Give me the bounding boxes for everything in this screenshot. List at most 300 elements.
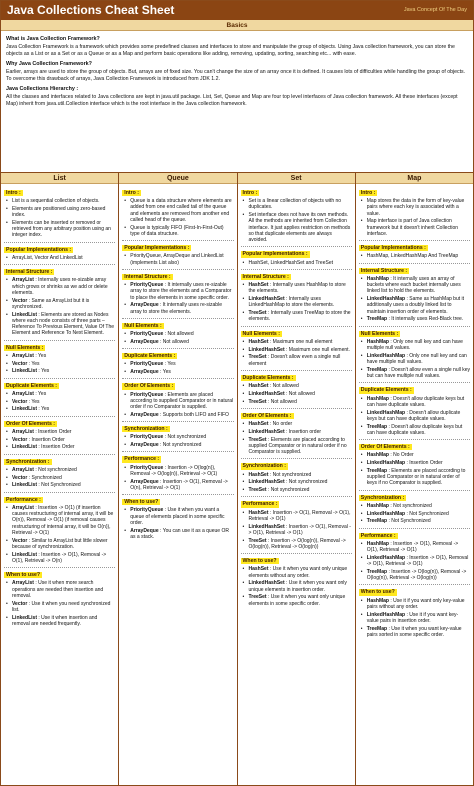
- info-section: [359, 268, 470, 323]
- list-item: [361, 468, 470, 487]
- item-key: ArrayList: [12, 352, 34, 359]
- item-key: PriorityQueue: [130, 464, 164, 471]
- item-key: HashMap: [366, 452, 389, 459]
- list-item: [243, 472, 352, 478]
- item-value: : Only one null key and can have multiple null values.: [366, 352, 467, 366]
- list-item: [6, 361, 115, 367]
- section-label: Intro :: [242, 190, 258, 196]
- item-value: : Insertion -> O(1), Removal -> O(n), Retrieval -> O(1): [130, 478, 228, 491]
- item-key: TreeSet: [248, 436, 267, 443]
- item-value: : Insertion -> O(log(n)), Removal -> O(log(n)), Retrieval -> O(1): [130, 464, 218, 477]
- section-label: Null Elements :: [242, 330, 280, 337]
- item-key: TreeMap: [366, 568, 388, 575]
- item-value: : Not synchronized: [35, 466, 77, 473]
- list-item: [124, 392, 233, 411]
- item-value: : Similar to ArrayList but little slower because of synchronization.: [12, 537, 108, 550]
- item-value: : It internally uses re-sizable array to store the elements and a Comparator to place the elements in some specific order.: [130, 282, 232, 301]
- item-value: : Maximum one null element: [269, 338, 333, 345]
- section-label: Null Elements :: [360, 330, 399, 337]
- bullet-list: [4, 255, 115, 261]
- list-item: [361, 339, 470, 352]
- section-label: Internal Structure :: [6, 269, 53, 276]
- item-value: : It internally uses an array of buckets where each bucket internally uses linked list to hold the elements.: [366, 275, 461, 295]
- item-key: ArrayDeque: [130, 338, 159, 345]
- page-title: Java Collections Cheat Sheet: [7, 3, 175, 18]
- info-section: [241, 251, 352, 265]
- section-divider: [122, 494, 233, 495]
- section-divider: [122, 269, 233, 270]
- section-divider: [4, 416, 115, 417]
- info-section: [122, 245, 233, 266]
- info-section: [241, 375, 352, 405]
- item-value: : Not allowed: [286, 390, 315, 397]
- bullet-list: [241, 421, 352, 455]
- item-key: LinkedHashSet: [248, 390, 285, 397]
- list-item: [6, 437, 115, 443]
- bullet-list: [122, 507, 233, 540]
- section-divider: [359, 263, 470, 264]
- list-item: [6, 482, 115, 488]
- info-section: [4, 269, 115, 336]
- item-value: : Maximum one null element.: [286, 346, 350, 353]
- item-key: TreeSet: [248, 310, 267, 317]
- section-label: When to use?: [124, 499, 159, 506]
- bullet-list: [359, 198, 470, 237]
- section-label: Order Of Elements :: [124, 383, 174, 390]
- item-value: : Doesn't allow duplicate keys but can have duplicate values.: [366, 409, 461, 422]
- item-value: : Not synchronized: [160, 442, 202, 449]
- item-key: TreeMap: [366, 366, 388, 373]
- item-key: LinkedList: [12, 614, 38, 621]
- item-value: PriorityQueue, ArrayDeque and LinkedList (implements List also): [130, 253, 224, 266]
- info-section: [4, 497, 115, 564]
- bullet-list: [122, 331, 233, 345]
- list-item: [243, 260, 352, 266]
- item-value: : Insertion -> O(1), Removal -> O(1), Retrieval -> O(1): [248, 523, 351, 536]
- info-section: [359, 589, 470, 638]
- column-heading: Map: [356, 173, 473, 184]
- item-value: : Not synchronized: [267, 487, 310, 494]
- bullet-list: [122, 361, 233, 375]
- section-label: Synchronization :: [124, 426, 168, 433]
- bullet-list: [241, 339, 352, 367]
- bullet-list: [359, 396, 470, 437]
- item-key: HashMap: [366, 338, 389, 345]
- section-divider: [122, 421, 233, 422]
- item-key: TreeMap: [366, 423, 388, 430]
- item-value: : Doesn't allow even a single null element: [248, 354, 341, 367]
- section-label: Synchronization :: [242, 463, 287, 470]
- section-label: Synchronization :: [360, 494, 405, 501]
- info-section: [122, 353, 233, 375]
- list-item: [6, 206, 115, 219]
- section-label: When to use?: [360, 589, 395, 596]
- collections-grid: [1, 172, 473, 785]
- item-key: LinkedList: [12, 482, 38, 489]
- basics-paragraph: Java Collection Framework is a framework which provides some predefined classes and interfaces to store and manipulate the group of objects. Using Java collection framework, you can store the objects as a List or as a Set or as a Queue or as a Map and perform basic operations like adding, removing, updating, sorting, searching etc... with ease.: [6, 44, 455, 58]
- info-section: [241, 463, 352, 493]
- section-label: Intro :: [124, 190, 139, 196]
- list-item: [361, 353, 470, 366]
- list-item: [361, 518, 470, 524]
- list-item: [6, 467, 115, 473]
- item-value: : Doesn't allow duplicate keys but can have duplicate values.: [366, 423, 463, 436]
- bullet-list: [122, 465, 233, 492]
- list-item: [6, 406, 115, 412]
- list-item: [361, 452, 470, 458]
- item-value: : Insertion -> O(log(n)), Removal -> O(log(n)), Retrieval -> O(log(n)): [248, 537, 346, 550]
- section-divider: [241, 326, 352, 327]
- item-value: : It internally uses re-sizable array to store the elements.: [130, 302, 222, 315]
- list-item: [6, 429, 115, 435]
- section-label: Intro :: [360, 190, 376, 196]
- bullet-list: [4, 277, 115, 336]
- column-map: [356, 173, 473, 785]
- list-item: [6, 255, 115, 261]
- bullet-list: [241, 566, 352, 607]
- list-item: [243, 524, 352, 537]
- info-section: [359, 245, 470, 259]
- info-section: [4, 572, 115, 627]
- item-key: LinkedHashSet: [248, 296, 285, 303]
- item-value: List is a sequential collection of objects.: [12, 198, 100, 205]
- section-divider: [359, 382, 470, 383]
- list-item: [6, 399, 115, 405]
- section-divider: [359, 326, 470, 327]
- section-label: Popular Implementations :: [6, 246, 72, 253]
- list-item: [6, 444, 115, 450]
- item-value: : You can use it as a queue OR as a stack.: [130, 527, 229, 540]
- site-tagline: Java Concept Of The Day: [403, 7, 467, 14]
- section-label: Synchronization :: [6, 458, 50, 465]
- item-value: : Yes: [28, 398, 40, 405]
- list-item: [124, 302, 233, 315]
- section-label: Popular Implementations :: [360, 245, 426, 252]
- item-key: HashSet: [248, 338, 269, 345]
- list-item: [243, 399, 352, 405]
- section-divider: [4, 492, 115, 493]
- list-item: [361, 511, 470, 517]
- list-item: [124, 442, 233, 448]
- info-section: [359, 190, 470, 237]
- item-key: TreeMap: [366, 316, 388, 323]
- list-item: [124, 434, 233, 440]
- column-body: [238, 184, 355, 610]
- item-key: HashSet: [248, 566, 269, 573]
- section-divider: [359, 240, 470, 241]
- list-item: [361, 626, 470, 639]
- list-item: [6, 475, 115, 481]
- item-key: HashSet: [248, 421, 269, 428]
- item-value: : Insertion Order: [38, 444, 75, 451]
- item-key: LinkedHashSet: [248, 479, 285, 486]
- item-value: : Elements are placed according to supplied Comparator or in natural order of keys if no Comparator is supplied.: [366, 467, 466, 487]
- list-item: [243, 383, 352, 389]
- section-divider: [359, 584, 470, 585]
- bullet-list: [241, 472, 352, 494]
- item-value: Map interface is part of Java collection framework but it doesn't inherit Collection interface.: [366, 218, 459, 237]
- section-label: Popular Implementations :: [124, 245, 190, 252]
- info-section: [122, 190, 233, 237]
- item-key: HashMap: [366, 540, 389, 547]
- list-item: [243, 580, 352, 593]
- info-section: [359, 444, 470, 486]
- list-item: [6, 298, 115, 311]
- list-item: [124, 412, 233, 418]
- item-key: HashSet: [248, 383, 269, 390]
- list-item: [243, 421, 352, 427]
- item-key: ArrayList: [12, 580, 34, 587]
- item-key: TreeSet: [248, 487, 267, 494]
- list-item: [124, 339, 233, 345]
- item-key: PriorityQueue: [130, 434, 164, 441]
- info-section: [4, 345, 115, 375]
- item-key: LinkedHashMap: [366, 554, 406, 561]
- item-key: ArrayList: [12, 390, 34, 397]
- item-value: : Yes: [35, 352, 47, 359]
- section-divider: [241, 496, 352, 497]
- item-key: LinkedHashSet: [248, 580, 285, 587]
- list-item: [124, 369, 233, 375]
- basics-question-heading: Java Collections Hierarchy :: [6, 85, 79, 92]
- item-value: : Use it when you want only unique elements in some specific order.: [248, 594, 346, 607]
- section-label: When to use?: [242, 558, 277, 565]
- item-value: Elements are positioned using zero-based index.: [12, 205, 106, 219]
- item-key: PriorityQueue: [130, 391, 164, 398]
- list-item: [361, 410, 470, 423]
- section-label: Performance :: [242, 501, 278, 508]
- list-item: [243, 437, 352, 456]
- basics-heading: Basics: [1, 20, 473, 31]
- basics-paragraph: Earlier, arrays are used to store the group of objects. But, arrays are of fixed size. You can't change the size of an array once it is defined. It causes lots of difficulties while handling the group of objects. To overcome this drawback of arrays, Java Collection Framework is introduced from JDK 1.2.: [6, 69, 466, 82]
- list-item: [124, 479, 233, 492]
- list-item: [6, 391, 115, 397]
- info-section: [122, 323, 233, 345]
- item-value: Set is a linear collection of objects with no duplicates.: [248, 198, 342, 211]
- item-key: HashSet: [248, 509, 269, 516]
- item-value: : Synchronized: [28, 474, 62, 481]
- list-item: [243, 212, 352, 243]
- bullet-list: [241, 260, 352, 266]
- item-value: Set interface does not have its own methods. All the methods are inherited from Collection interface. It just applies restriction on methods so that duplicate elements are always avoided.: [248, 212, 351, 244]
- bullet-list: [241, 282, 352, 323]
- list-item: [361, 253, 470, 259]
- item-value: : Elements are stored as Nodes where each node consists of three parts – Reference To Previous Element, Value Of The Element and Reference To Next Element.: [12, 311, 114, 337]
- bullet-list: [241, 510, 352, 551]
- item-key: HashMap: [366, 275, 389, 282]
- item-value: : Not allowed: [269, 383, 299, 390]
- section-divider: [4, 567, 115, 568]
- item-value: : Use it when you want key-value pairs sorted in some specific order.: [366, 625, 462, 638]
- info-section: [241, 190, 352, 243]
- bullet-list: [359, 541, 470, 582]
- bullet-list: [359, 598, 470, 639]
- item-value: : Use it when insertion and removal are needed frequently.: [12, 614, 98, 627]
- list-item: [6, 353, 115, 359]
- section-divider: [4, 340, 115, 341]
- item-key: HashSet: [248, 282, 269, 289]
- item-value: HashMap, LinkedHashMap And TreeMap: [366, 253, 459, 260]
- bullet-list: [4, 353, 115, 375]
- section-label: When to use?: [6, 572, 41, 579]
- item-key: LinkedList: [12, 311, 38, 318]
- list-item: [124, 361, 233, 367]
- section-label: Internal Structure :: [124, 273, 171, 280]
- section-label: Intro :: [6, 190, 21, 196]
- info-section: [241, 331, 352, 367]
- item-key: LinkedList: [12, 368, 38, 375]
- list-item: [361, 218, 470, 237]
- item-key: LinkedList: [12, 444, 38, 451]
- info-section: [4, 383, 115, 413]
- list-item: [361, 569, 470, 582]
- section-divider: [359, 528, 470, 529]
- info-section: [359, 331, 470, 380]
- list-item: [6, 277, 115, 296]
- bullet-list: [4, 198, 115, 239]
- item-value: : Insertion -> O(1), Removal -> O(1), Retrieval -> O(1): [366, 554, 469, 568]
- item-key: ArrayList: [12, 428, 34, 435]
- list-item: [124, 465, 233, 478]
- info-section: [359, 495, 470, 525]
- info-section: [122, 274, 233, 315]
- item-value: : Use it if you want key-value pairs in insertion order.: [366, 611, 459, 624]
- list-item: [243, 354, 352, 367]
- list-item: [361, 296, 470, 315]
- info-section: [241, 558, 352, 607]
- info-section: [241, 274, 352, 323]
- item-key: LinkedHashMap: [366, 460, 406, 467]
- bullet-list: [122, 282, 233, 315]
- section-label: Null Elements :: [124, 322, 162, 329]
- item-value: : Insertion order: [286, 428, 322, 435]
- item-key: TreeSet: [248, 398, 267, 405]
- item-value: : Use it if you want only key-value pairs without any order.: [366, 597, 465, 610]
- section-label: Performance :: [124, 456, 160, 463]
- section-label: Duplicate Elements :: [242, 374, 294, 381]
- item-value: : Use it when you want only unique elements without any order.: [248, 566, 348, 579]
- item-key: PriorityQueue: [130, 361, 164, 368]
- bullet-list: [4, 391, 115, 413]
- column-body: [119, 184, 236, 544]
- item-key: LinkedHashMap: [366, 296, 406, 303]
- section-divider: [241, 370, 352, 371]
- item-key: LinkedList: [12, 551, 38, 558]
- list-item: [243, 429, 352, 435]
- info-section: [359, 387, 470, 436]
- item-key: Vector: [12, 398, 28, 405]
- item-value: : Yes: [164, 361, 176, 368]
- item-key: LinkedHashMap: [366, 510, 406, 517]
- info-section: [122, 426, 233, 448]
- list-item: [6, 368, 115, 374]
- list-item: [243, 479, 352, 485]
- item-value: : Only one null key and can have multiple null values.: [366, 338, 463, 352]
- bullet-list: [241, 383, 352, 405]
- item-value: : Use it when you need synchronized list.: [12, 600, 111, 613]
- section-divider: [4, 378, 115, 379]
- item-key: ArrayList: [12, 277, 34, 284]
- item-value: : Use it when you want a queue of elements placed in some specific order.: [130, 507, 225, 526]
- item-key: HashMap: [366, 395, 389, 402]
- item-value: : Supports both LIFO and FIFO: [160, 411, 229, 418]
- item-key: LinkedHashSet: [248, 523, 285, 530]
- list-item: [243, 339, 352, 345]
- item-value: : Doesn't allow even a single null key but can have multiple null values.: [366, 366, 470, 380]
- item-value: : Not Synchronized: [406, 510, 449, 517]
- item-value: : Yes: [35, 390, 47, 397]
- item-value: : Insertion -> O(1), Removal -> O(1), Retrieval -> O(1): [366, 540, 459, 554]
- bullet-list: [359, 339, 470, 380]
- item-value: Map stores the data in the form of key-value pairs where each key is associated with a value.: [366, 198, 465, 217]
- item-value: : Insertion -> O(1) (if insertion causes restructuring of internal array, it will be O(n)), Removal -> O(1) (if removal causes restructuring of internal array, it will be O(n)), Retrieval -> O(1): [12, 504, 114, 536]
- info-section: [359, 533, 470, 582]
- column-heading: List: [1, 173, 118, 184]
- list-item: [361, 424, 470, 437]
- basics-paragraph: All the classes and interfaces related to Java collections are kept in java.util package. List, Set, Queue and Map are four top level interfaces of Java collection framework. All these interfaces (except Map) inherit from java.util.Collection interface which is the root interface in the Java collection framework.: [6, 94, 458, 107]
- list-item: [6, 552, 115, 565]
- item-value: : It internally uses Red-Black tree.: [388, 316, 464, 323]
- section-divider: [122, 240, 233, 241]
- bullet-list: [122, 253, 233, 266]
- item-key: Vector: [12, 297, 28, 304]
- item-value: : Insertion -> O(log(n)), Removal -> O(log(n)), Retrieval -> O(log(n)): [366, 568, 467, 582]
- section-label: Duplicate Elements :: [6, 382, 58, 389]
- list-item: [361, 503, 470, 509]
- item-value: : Not synchronized: [164, 434, 207, 441]
- list-item: [124, 253, 233, 266]
- item-key: LinkedHashMap: [366, 611, 406, 618]
- item-value: : No Order: [390, 452, 414, 459]
- list-item: [6, 312, 115, 337]
- item-value: : Internally uses HashMap to store the elements.: [248, 282, 346, 295]
- info-section: [241, 501, 352, 550]
- info-section: [241, 413, 352, 455]
- list-item: [6, 198, 115, 204]
- list-item: [361, 316, 470, 322]
- item-value: : Yes: [28, 360, 40, 367]
- list-item: [124, 507, 233, 526]
- item-value: : Not allowed: [267, 398, 297, 405]
- info-section: [4, 190, 115, 239]
- item-value: : Not allowed: [160, 338, 189, 345]
- item-value: : Insertion Order: [406, 460, 443, 467]
- info-section: [122, 499, 233, 540]
- info-section: [122, 383, 233, 418]
- section-divider: [241, 269, 352, 270]
- bullet-list: [4, 505, 115, 564]
- list-item: [124, 282, 233, 301]
- section-label: Internal Structure :: [242, 273, 289, 280]
- item-key: TreeSet: [248, 594, 267, 601]
- info-section: [4, 421, 115, 451]
- section-divider: [122, 378, 233, 379]
- item-key: ArrayDeque: [130, 302, 159, 309]
- item-key: TreeMap: [366, 467, 388, 474]
- basics-question-heading: Why Java Collection Framework?: [6, 60, 92, 67]
- list-item: [361, 612, 470, 625]
- bullet-list: [359, 503, 470, 525]
- section-label: Order Of Elements :: [242, 412, 292, 419]
- list-item: [124, 528, 233, 541]
- section-divider: [122, 348, 233, 349]
- list-item: [243, 282, 352, 295]
- item-value: : Insertion -> O(1), Removal -> O(1), Retrieval -> O(1): [248, 509, 351, 522]
- item-value: Elements can be inserted or removed or retrieved from any arbitrary position using an integer index.: [12, 219, 111, 239]
- section-divider: [359, 490, 470, 491]
- bullet-list: [4, 580, 115, 627]
- item-key: ArrayDeque: [130, 411, 159, 418]
